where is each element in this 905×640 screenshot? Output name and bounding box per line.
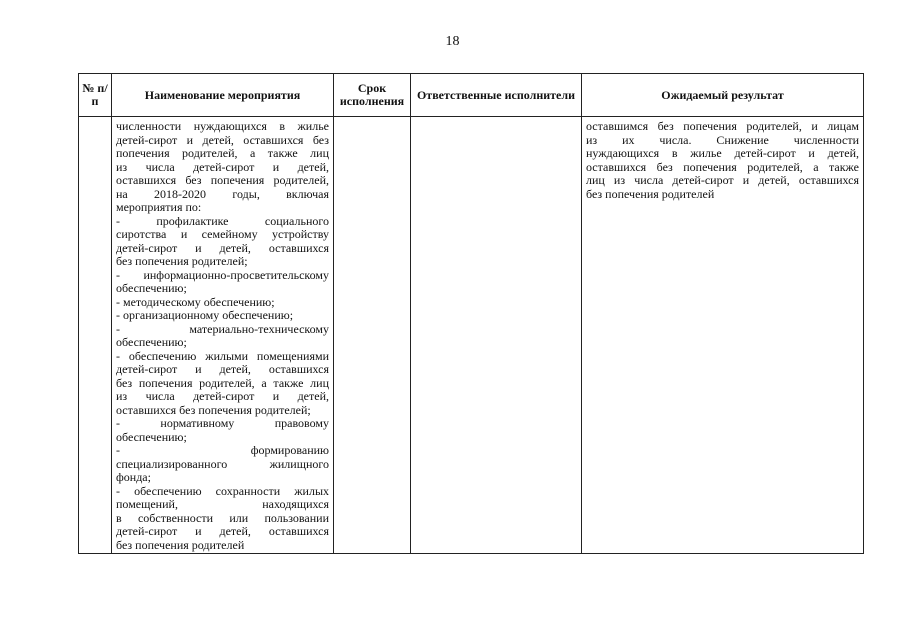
text-line: из числа детей-сирот и детей, xyxy=(116,389,329,403)
text-line: детей-сирот и детей, оставшихся без xyxy=(116,132,329,147)
text-line: сиротства и семейному устройству xyxy=(116,227,329,241)
text-line: оставшимся без попечения родителей, и лицам xyxy=(586,119,859,133)
text-line: в собственности или пользовании xyxy=(116,510,329,525)
cell-result xyxy=(582,117,864,554)
header-result: Ожидаемый результат xyxy=(582,74,864,117)
measure-name-text xyxy=(112,117,333,552)
table-row xyxy=(79,117,864,554)
text-line: - профилактике социального xyxy=(116,213,329,228)
text-line: численности нуждающихся в жилье xyxy=(116,119,329,133)
text-line: помещений, находящихся xyxy=(116,497,329,511)
text-line: - организационному обеспечению; xyxy=(116,308,294,322)
text-line: специализированного жилищного xyxy=(116,456,329,471)
table-header-row xyxy=(79,74,864,117)
page-number: 18 xyxy=(445,34,460,49)
text-line: нуждающихся в жилье детей-сирот и детей, xyxy=(586,146,859,160)
text-line: обеспечению; xyxy=(116,429,187,444)
measures-table xyxy=(78,73,864,554)
cell-name xyxy=(112,117,334,554)
text-line: - нормативному правовому xyxy=(116,416,329,430)
header-num: № п/п xyxy=(79,74,112,117)
text-line: обеспечению; xyxy=(116,335,187,349)
text-line: детей-сирот и детей, оставшихся xyxy=(116,240,329,255)
text-line: оставшихся без попечения родителей; xyxy=(116,402,311,417)
text-line: из их числа. Снижение численности xyxy=(586,132,859,147)
text-line: оставшихся без попечения родителей, а также xyxy=(586,159,859,174)
text-line: мероприятия по: xyxy=(116,200,202,214)
text-line: фонда; xyxy=(116,470,151,484)
text-line: лиц из числа детей-сирот и детей, оставшихся xyxy=(586,173,859,187)
cell-responsible xyxy=(411,117,582,554)
cell-term xyxy=(334,117,411,554)
text-line: на 2018-2020 годы, включая xyxy=(116,186,329,201)
text-line: обеспечению; xyxy=(116,281,187,295)
text-line: - обеспечению жилыми помещениями xyxy=(116,348,329,363)
text-line: оставшихся без попечения родителей, xyxy=(116,173,329,187)
text-line: - методическому обеспечению; xyxy=(116,294,275,309)
text-line: детей-сирот и детей, оставшихся xyxy=(116,362,329,376)
text-line: без попечения родителей; xyxy=(116,254,248,268)
text-line: без попечения родителей, а также лиц xyxy=(116,375,329,390)
text-line: без попечения родителей xyxy=(586,186,715,201)
text-line: - материально-техническому xyxy=(116,321,329,336)
header-name: Наименование мероприятия xyxy=(112,74,334,117)
text-line: попечения родителей, а также лиц xyxy=(116,146,329,160)
text-line: без попечения родителей xyxy=(116,537,245,552)
text-line: детей-сирот и детей, оставшихся xyxy=(116,524,329,538)
header-responsible: Ответственные исполнители xyxy=(411,74,582,117)
text-line: - обеспечению сохранности жилых xyxy=(116,483,329,498)
expected-result-text xyxy=(582,117,863,201)
cell-num xyxy=(79,117,112,554)
text-line: из числа детей-сирот и детей, xyxy=(116,159,329,174)
text-line: - информационно-просветительскому xyxy=(116,267,329,282)
header-term: Срок исполнения xyxy=(334,74,411,117)
text-line: - формированию xyxy=(116,443,329,457)
